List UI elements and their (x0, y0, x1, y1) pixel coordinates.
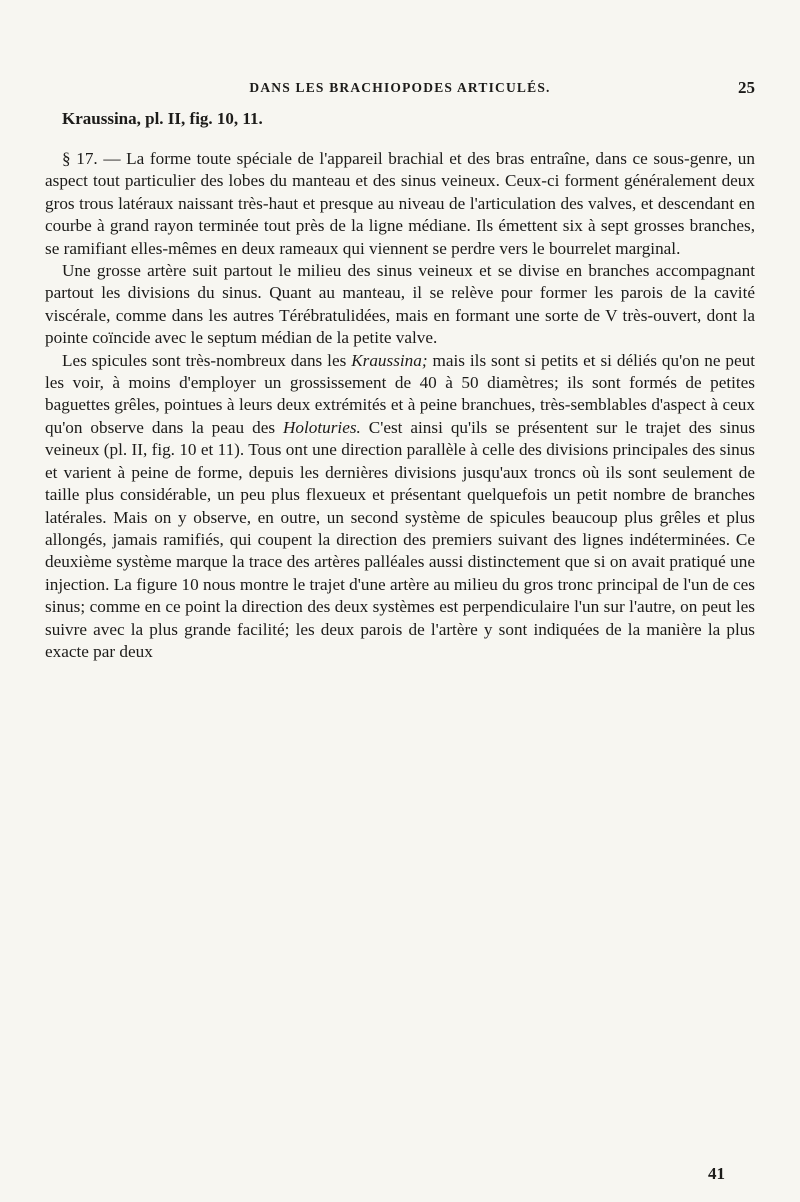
paragraph-3-part-2: mais ils sont si petits et si déliés qu'on ne peut les voir, à moins d'employer un grossissement de 40 à 50 diamètres; ils sont formés de petites baguettes grêles, pointues à leurs deux extrémités et à peine branchues, très-semblables d'aspect à ceux qu'on observe dans la peau des (45, 350, 756, 437)
paragraph-2: Une grosse artère suit partout le milieu des sinus veineux et se divise en branches accompagnant partout les divisions du sinus. Quant au manteau, il se relève pour former les parois de la cavité viscérale, comme dans les autres Térébratulidées, mais en formant une sorte de V très-ouvert, dont la pointe coïncide avec le septum médian de la petite valve. (45, 261, 755, 348)
running-head: DANS LES BRACHIOPODES ARTICULÉS. (249, 80, 551, 95)
taxon-holoturies: Holoturies. (282, 417, 361, 437)
signature-mark: 41 (708, 1164, 725, 1183)
body-text (45, 148, 755, 663)
section-subheading: Kraussina, pl. II, fig. 10, 11. (62, 109, 263, 128)
page-number: 25 (738, 78, 755, 97)
paragraph-1: § 17. — La forme toute spéciale de l'appareil brachial et des bras entraîne, dans ce sous-genre, un aspect tout particulier des lobes du manteau et des sinus veineux. Ceux-ci forment généralement deux gros trous latéraux naissant très-haut et presque au niveau de l'articulation des valves, et descendant en courbe à grand rayon terminée tout près de la ligne médiane. Ils émettent six à sept grosses branches, se ramifiant elles-mêmes en deux rameaux qui viennent se perdre vers le bourrelet marginal. (45, 149, 755, 258)
paragraph-3-part-1: Les spicules sont très-nombreux dans les (62, 350, 352, 370)
paragraph-3-part-3: C'est ainsi qu'ils se présentent sur le trajet des sinus veineux (pl. II, fig. 10 et 11). Tous ont une direction parallèle à celle des divisions principales des sinus et varient à peine de forme, depuis les dernières divisions jusqu'aux troncs où ils sont seulement de taille plus considérable, un peu plus flexueux et présentant quelquefois un petit nombre de branches latérales. Mais on y observe, en outre, un second système de spicules beaucoup plus grêles et plus allongés, jamais ramifiés, qui coupent la direction des premiers suivant des lignes indéterminées. Ce deuxième système marque la trace des artères palléales aussi distinctement que si on avait pratiqué une injection. La figure 10 nous montre le trajet d'une artère au milieu du gros tronc principal de l'un de ces sinus; comme en ce point la direction des deux systèmes est perpendiculaire l'un sur l'autre, on peut les suivre avec la plus grande facilité; les deux parois de l'artère y sont indiquées de la manière la plus exacte par deux (45, 417, 756, 661)
paragraph-3 (45, 350, 755, 664)
genus-name-kraussina: Kraussina; (351, 350, 428, 370)
